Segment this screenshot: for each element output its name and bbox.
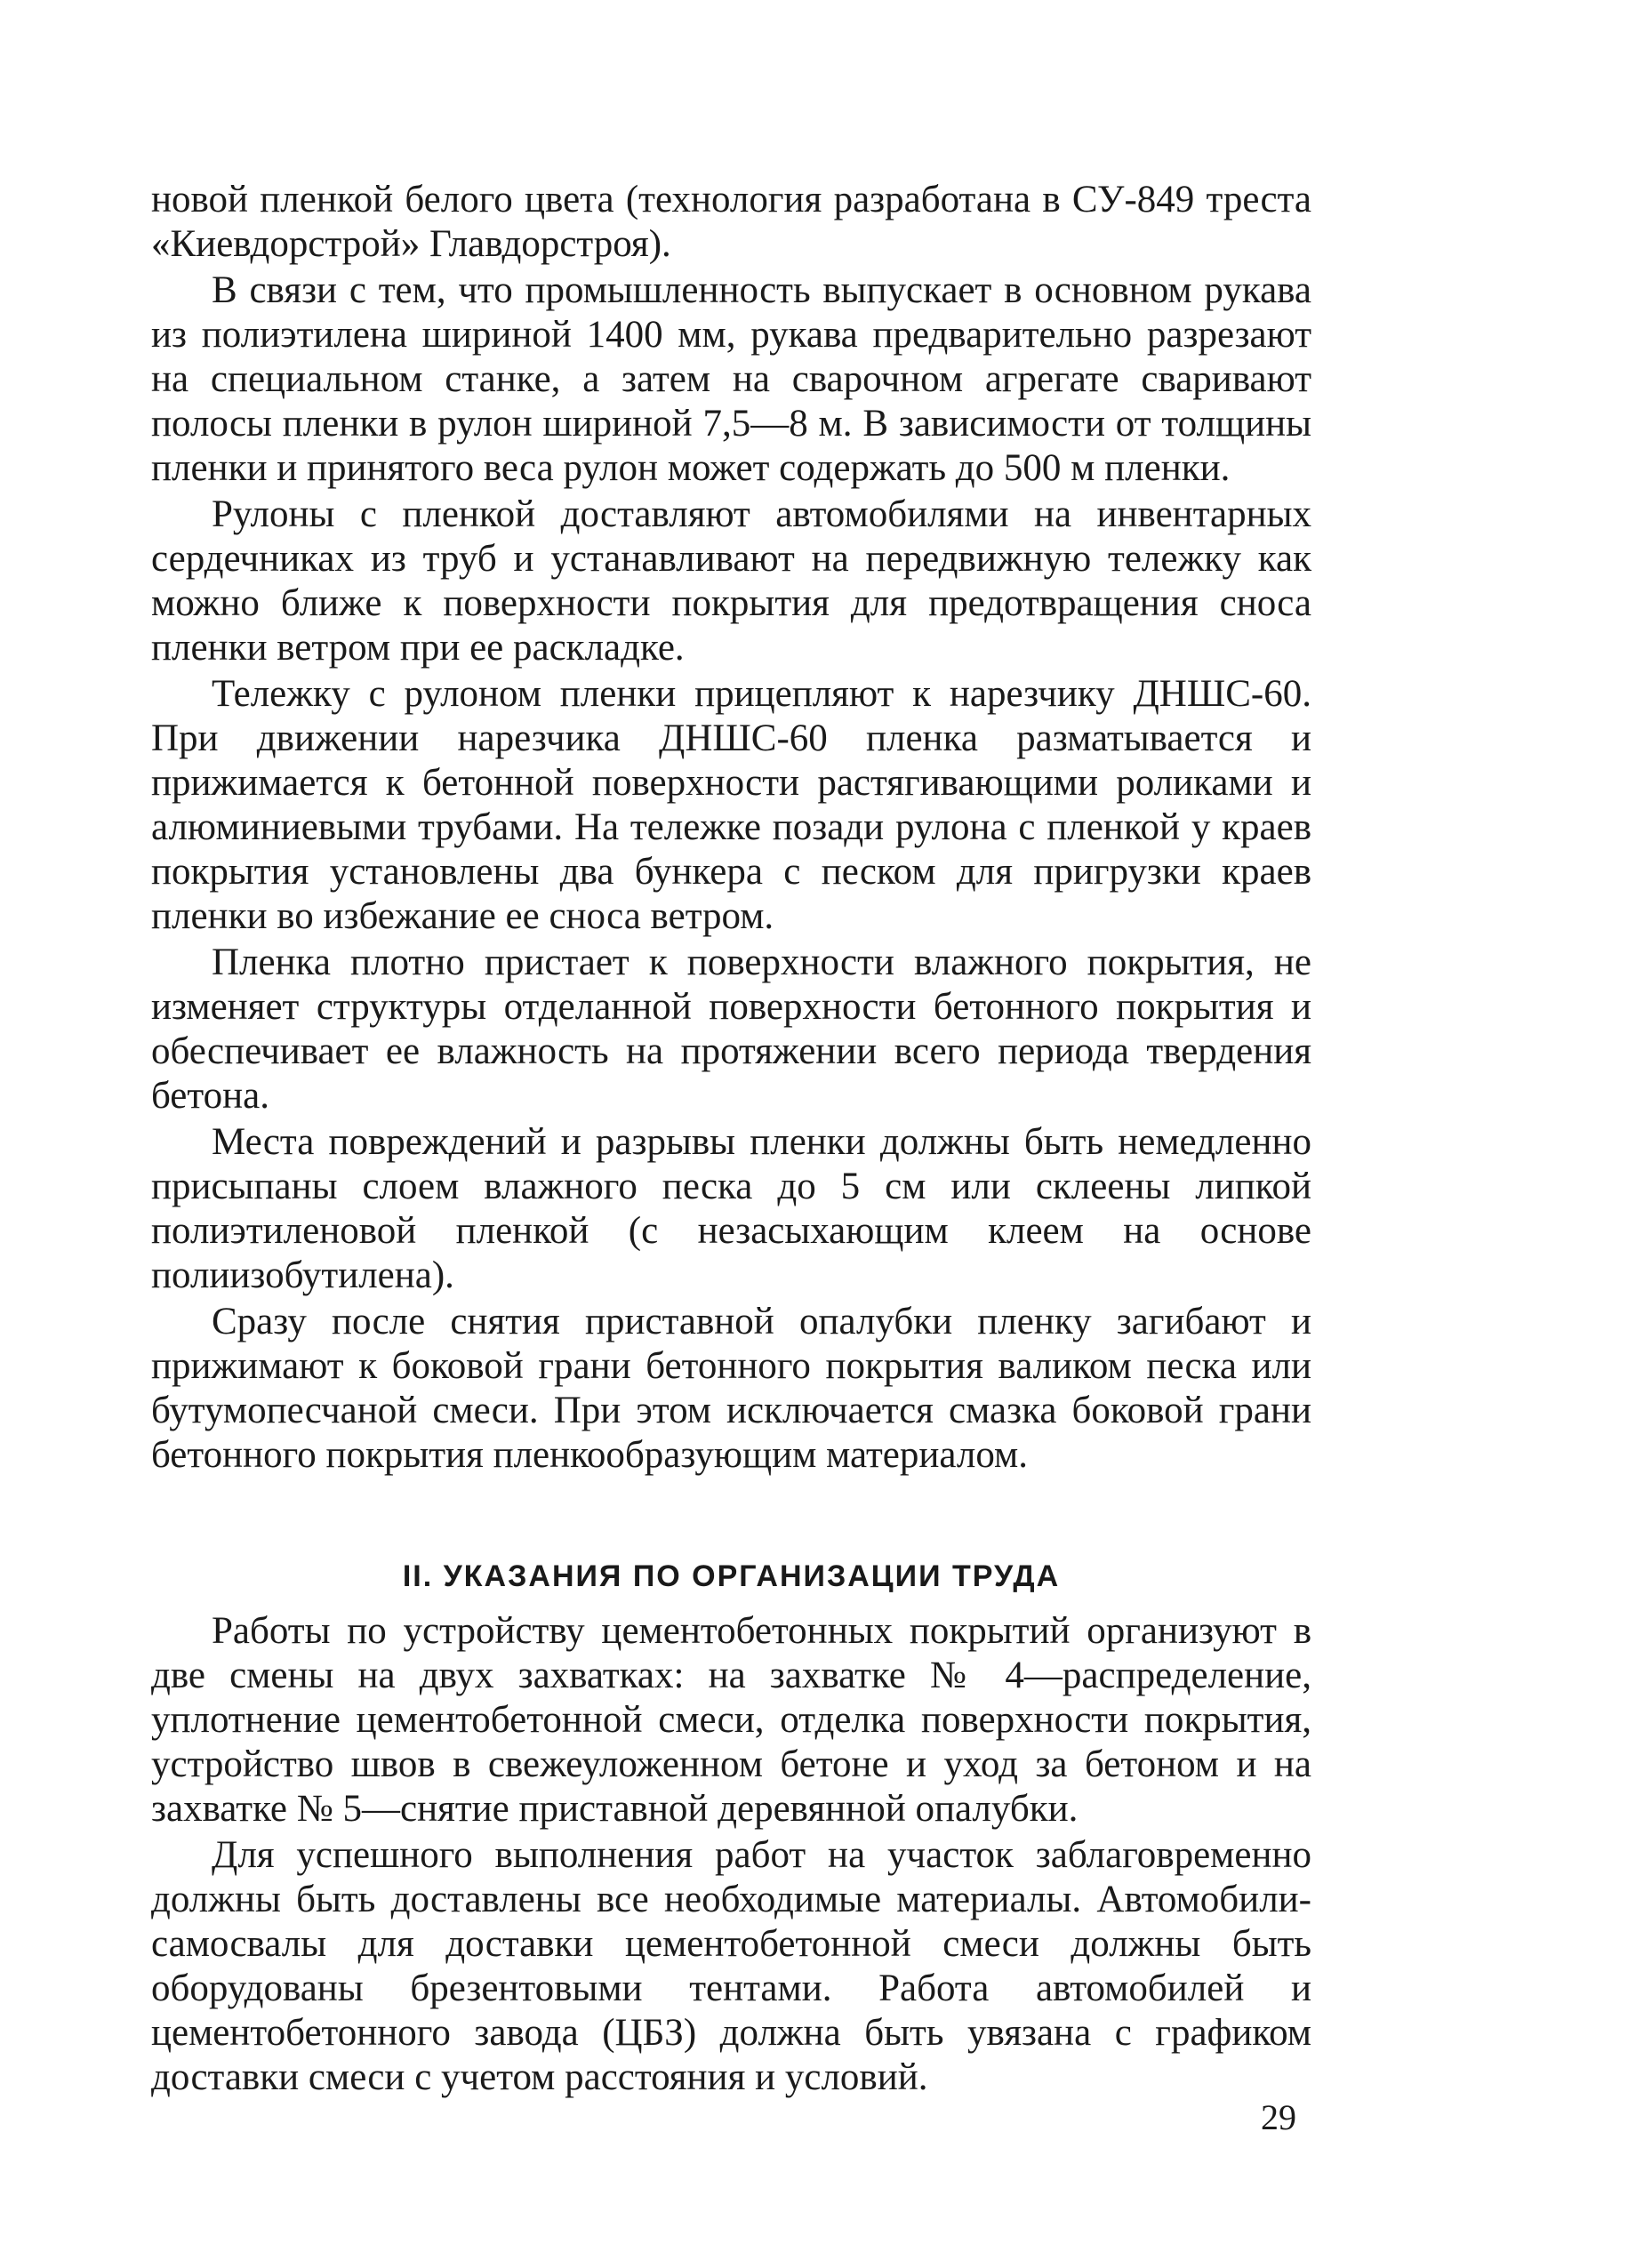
- paragraph-4: Тележку с рулоном пленки прицепляют к нарезчику ДНШС-60. При движении нарезчика ДНШС-60 пленка разматывается и прижимается к бетонной поверхности растягивающими роликами и алюминиевыми трубами. На тележке позади рулона с пленкой у краев покрытия установлены два бункера с песком для пригрузки краев пленки во избежание ее сноса ветром.: [151, 673, 1311, 937]
- paragraph-6: Места повреждений и разрывы пленки должны быть немедленно присыпаны слоем влажного песка до 5 см или склеены липкой полиэтиленовой пленкой (с незасыхающим клеем на основе полиизобутилена).: [151, 1121, 1311, 1296]
- paragraph-8: Работы по устройству цементобетонных покрытий организуют в две смены на двух захватках: на захватке № 4—распределение, уплотнение цементобетонной смеси, отделка поверхности покрытия, устройство швов в свежеуложенном бетоне и уход за бетоном и на захватке № 5—снятие приставной деревянной опалубки.: [151, 1610, 1311, 1830]
- paragraph-7: Сразу после снятия приставной опалубки пленку загибают и прижимают к боковой грани бетонного покрытия валиком песка или бутумопесчаной смеси. При этом исключается смазка боковой грани бетонного покрытия пленкообразующим материалом.: [151, 1301, 1311, 1476]
- paragraph-2: В связи с тем, что промышленность выпускает в основном рукава из полиэтилена шириной 1400 мм, рукава предварительно разрезают на специальном станке, а затем на сварочном агрегате сваривают полосы пленки в рулон шириной 7,5—8 м. В зависимости от толщины пленки и принятого веса рулон может содержать до 500 м пленки.: [151, 269, 1311, 489]
- paragraph-9: Для успешного выполнения работ на участок заблаговременно должны быть доставлены все необходимые материалы. Автомобили-самосвалы для доставки цементобетонной смеси должны быть оборудованы брезентовыми тентами. Работа автомобилей и цементобетонного завода (ЦБЗ) должна быть увязана с графиком доставки смеси с учетом расстояния и условий.: [151, 1834, 1311, 2098]
- section-heading: II. УКАЗАНИЯ ПО ОРГАНИЗАЦИИ ТРУДА: [402, 1559, 1061, 1593]
- paragraph-1: новой пленкой белого цвета (технология разработана в СУ-849 треста «Киевдорстрой» Главдорстроя).: [151, 179, 1311, 265]
- document-page: [151, 178, 1311, 2102]
- paragraph-3: Рулоны с пленкой доставляют автомобилями на инвентарных сердечниках из труб и устанавливают на передвижную тележку как можно ближе к поверхности покрытия для предотвращения сноса пленки ветром при ее раскладке.: [151, 493, 1311, 669]
- page-number: 29: [1261, 2097, 1296, 2137]
- paragraph-5: Пленка плотно пристает к поверхности влажного покрытия, не изменяет структуры отделанной поверхности бетонного покрытия и обеспечивает ее влажность на протяжении всего периода твердения бетона.: [151, 942, 1311, 1117]
